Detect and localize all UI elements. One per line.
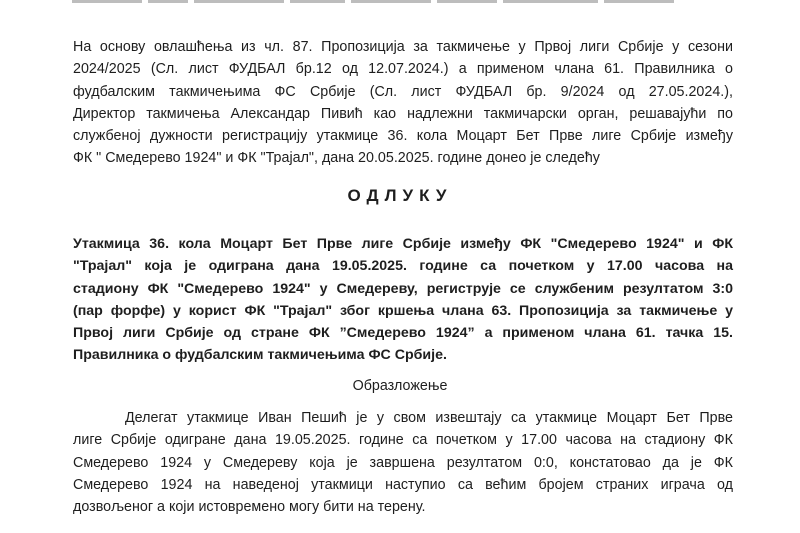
intro-line: На основу овлашћења из чл. 87. Пропозиција за такмичење у Првој лиги Србије у сезони — [73, 39, 733, 55]
intro-line: ФК " Смедерево 1924" и ФК "Трајал", дана 20.05.2025. године донео је следећу — [73, 150, 600, 167]
reasoning-line: дозвољеног а који истовремено могу бити на терену. — [73, 499, 426, 516]
intro-line: службеној дужности регистрацију утакмице 36. кола Моцарт Бет Прве лиге Србије између — [73, 128, 733, 145]
intro-paragraph — [73, 36, 733, 170]
reasoning-paragraph — [73, 407, 733, 518]
reasoning-line: Делегат утакмице Иван Пешић је у свом извештају са утакмице Моцарт Бет Прве — [125, 410, 733, 426]
cropped-previous-line — [72, 0, 732, 8]
ruling-line: Утакмица 36. кола Моцарт Бет Прве лиге Србије између ФК "Смедерево 1924" и ФК — [73, 236, 733, 252]
reasoning-line: лиге Србије одигране дана 19.05.2025. године са почетком у 17.00 часова на стадиону ФК — [73, 432, 733, 449]
ruling-line: Првој лиги Србије од стране ФК ”Смедерево 1924” а применом члана 61. тачка 15. — [73, 325, 733, 342]
intro-line: 2024/2025 (Сл. лист ФУДБАЛ бр.12 од 12.07.2024.) а применом члана 61. Правилника о — [73, 61, 733, 78]
ruling-line: стадиону ФК "Смедерево 1924" у Смедереву, региструје се службеним резултатом 3:0 — [73, 280, 733, 297]
ruling-line: Правилника о фудбалским такмичењима ФС Србије. — [73, 347, 447, 364]
decision-heading: ОДЛУКУ — [347, 186, 453, 205]
reasoning-line: Смедерево 1924 у Смедереву која је завршена резултатом 0:0, констатовао да је ФК — [73, 454, 733, 471]
ruling-line: "Трајал" која је одиграна дана 19.05.2025. године са почетком у 17.00 часова на — [73, 258, 733, 275]
reasoning-heading: Образложење — [352, 378, 448, 394]
intro-line: фудбалским такмичењима ФС Србије (Сл. лист ФУДБАЛ бр. 9/2024 од 27.05.2024.), — [73, 83, 733, 100]
intro-line: Директор такмичења Александар Пивић као надлежни такмичарски орган, решавајући по — [73, 105, 733, 122]
ruling-line: (пар форфе) у корист ФК "Трајал" због кршења члана 63. Пропозиција за такмичење у — [73, 302, 733, 319]
ruling-paragraph — [73, 233, 733, 367]
reasoning-line: Смедерево 1924 на наведеној утакмици наступио са већим бројем страних играча од — [73, 476, 733, 493]
